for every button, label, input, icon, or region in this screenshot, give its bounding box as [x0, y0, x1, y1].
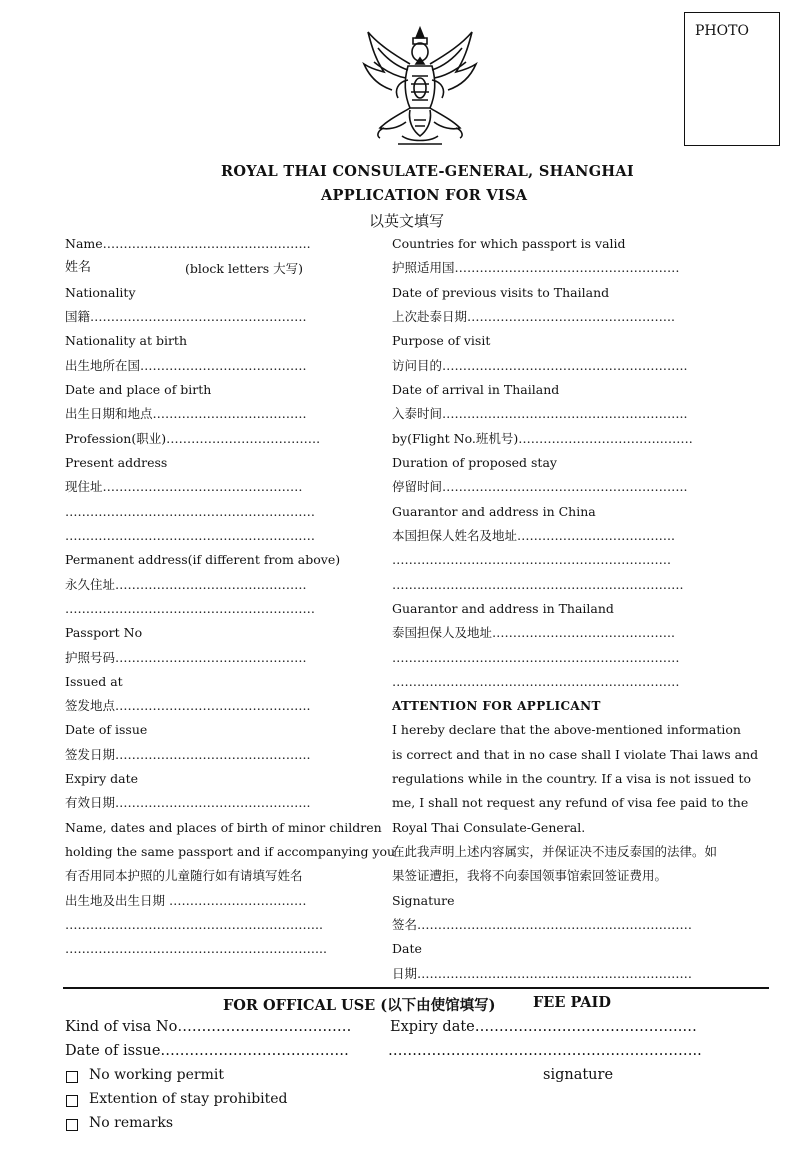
field-issued-at[interactable]: 签发地点………………………………………..	[65, 698, 311, 713]
fill-in-english-note: 以英文填写	[369, 212, 445, 230]
form-title: ROYAL THAI CONSULATE-GENERAL, SHANGHAI	[221, 163, 635, 180]
label-date-of-arrival: Date of arrival in Thailand	[392, 382, 560, 397]
field-name-cn: 姓名	[65, 260, 92, 275]
field-minor-children-line3[interactable]: ……………………………………………………...	[65, 941, 327, 956]
field-permanent-address[interactable]: 永久住址……………………………………….	[65, 577, 307, 592]
field-name[interactable]: Name…………………………………………..	[65, 236, 311, 251]
field-purpose-of-visit[interactable]: 访问目的…………………………………………………..	[392, 358, 688, 373]
attention-heading: ATTENTION FOR APPLICANT	[392, 699, 601, 713]
field-passport-countries[interactable]: 护照适用国………………………………………………	[392, 260, 680, 275]
checkbox-no-remarks[interactable]	[66, 1119, 78, 1131]
label-no-remarks: No remarks	[89, 1115, 174, 1131]
garuda-emblem-icon	[358, 24, 482, 152]
checkbox-no-working-permit[interactable]	[66, 1071, 78, 1083]
label-passport-no: Passport No	[65, 625, 143, 640]
field-official-expiry-date[interactable]: Expiry date…………………………………….…	[390, 1019, 697, 1035]
field-guarantor-china-line3[interactable]: …………………………………………………………….	[392, 577, 684, 592]
declaration-cn-line1: 在此我声明上述内容属实，并保证决不违反泰国的法律。如	[392, 844, 718, 859]
field-date[interactable]: 日期…………………………………………………………	[392, 966, 693, 981]
field-permanent-address-line2[interactable]: ……………………………………………………	[65, 601, 315, 616]
field-flight-no[interactable]: by(Flight No.班机号)……………………………..…….	[392, 431, 693, 446]
field-profession[interactable]: Profession(职业)……………………………….	[65, 431, 321, 446]
label-no-working-permit: No working permit	[89, 1067, 224, 1083]
label-purpose-of-visit: Purpose of visit	[392, 333, 491, 348]
checkbox-extention-prohibited[interactable]	[66, 1095, 78, 1107]
declaration-cn-line2: 果签证遭拒，我将不向泰国领事馆索回签证费用。	[392, 868, 668, 883]
field-present-address[interactable]: 现住址…………………………………………	[65, 479, 303, 494]
label-minor-children: Name, dates and places of birth of minor children	[65, 820, 382, 835]
label-permanent-address: Permanent address(if different from above)	[65, 552, 341, 567]
declaration-line5: Royal Thai Consulate-General.	[392, 820, 586, 835]
field-official-date-of-issue[interactable]: Date of issue…………………………………	[65, 1043, 349, 1059]
field-duration-of-stay[interactable]: 停留时间…………………………………………………..	[392, 479, 688, 494]
official-use-heading: FOR OFFICAL USE (以下由使馆填写)	[223, 997, 496, 1014]
field-guarantor-thailand-line2[interactable]: ……………………………………………………………	[392, 650, 680, 665]
field-passport-no[interactable]: 护照号码……………………………………….	[65, 650, 307, 665]
field-nationality-at-birth[interactable]: 出生地所在国………………………………….	[65, 358, 307, 373]
declaration-line1: I hereby declare that the above-mentioned information	[392, 722, 741, 737]
official-signature-label: signature	[543, 1067, 614, 1083]
label-minor-children-cn: 有否用同本护照的儿童随行如有请填写姓名	[65, 868, 303, 883]
label-extention-prohibited: Extention of stay prohibited	[89, 1091, 288, 1107]
label-date-place-of-birth: Date and place of birth	[65, 382, 212, 397]
label-minor-children-line2: holding the same passport and if accompanying you	[65, 844, 396, 859]
field-signature[interactable]: 签名…………………………………………………………	[392, 917, 693, 932]
label-guarantor-china: Guarantor and address in China	[392, 504, 596, 519]
photo-label: PHOTO	[695, 23, 749, 39]
field-guarantor-thailand-line3[interactable]: ……………………………………………………………	[392, 674, 680, 689]
form-subtitle: APPLICATION FOR VISA	[321, 187, 528, 204]
label-passport-countries: Countries for which passport is valid	[392, 236, 626, 251]
field-present-address-line2[interactable]: ……………………………………………………	[65, 504, 315, 519]
label-date: Date	[392, 941, 422, 956]
label-nationality-at-birth: Nationality at birth	[65, 333, 187, 348]
label-issued-at: Issued at	[65, 674, 123, 689]
label-expiry-date: Expiry date	[65, 771, 139, 786]
field-guarantor-china-line2[interactable]: ………………………………………………………….	[392, 552, 671, 567]
field-kind-of-visa[interactable]: Kind of visa No………………………………	[65, 1019, 352, 1035]
label-present-address: Present address	[65, 455, 168, 470]
field-expiry-date[interactable]: 有效日期………………………………………..	[65, 795, 311, 810]
block-letters-note: (block letters 大写)	[185, 261, 304, 276]
declaration-line4: me, I shall not request any refund of visa fee paid to the	[392, 795, 749, 810]
field-date-of-arrival[interactable]: 入泰时间…………………………………………………..	[392, 406, 688, 421]
section-divider	[63, 987, 769, 989]
field-official-blank[interactable]: ………………………………………………………..	[388, 1043, 702, 1059]
declaration-line3: regulations while in the country. If a visa is not issued to	[392, 771, 752, 786]
field-present-address-line3[interactable]: ……………………………………………………	[65, 528, 315, 543]
label-date-of-issue: Date of issue	[65, 722, 148, 737]
label-signature: Signature	[392, 893, 455, 908]
field-guarantor-china[interactable]: 本国担保人姓名及地址………………………………..	[392, 528, 675, 543]
field-date-of-issue[interactable]: 签发日期………………………………………..	[65, 747, 311, 762]
fee-paid-label: FEE PAID	[533, 994, 611, 1011]
label-guarantor-thailand: Guarantor and address in Thailand	[392, 601, 614, 616]
field-minor-children-line2[interactable]: ……………………………………………………..	[65, 917, 323, 932]
label-duration-of-stay: Duration of proposed stay	[392, 455, 557, 470]
field-previous-visits[interactable]: 上次赴泰日期…………………………………………..	[392, 309, 675, 324]
label-previous-visits: Date of previous visits to Thailand	[392, 285, 610, 300]
declaration-line2: is correct and that in no case shall I violate Thai laws and	[392, 747, 759, 762]
field-minor-children[interactable]: 出生地及出生日期 ……………………………	[65, 893, 307, 908]
field-guarantor-thailand[interactable]: 泰国担保人及地址……………………………………..	[392, 625, 675, 640]
photo-box	[684, 12, 780, 146]
field-date-place-of-birth[interactable]: 出生日期和地点……………………………….	[65, 406, 307, 421]
field-nationality[interactable]: 国籍…………………………………………….	[65, 309, 307, 324]
label-nationality: Nationality	[65, 285, 136, 300]
